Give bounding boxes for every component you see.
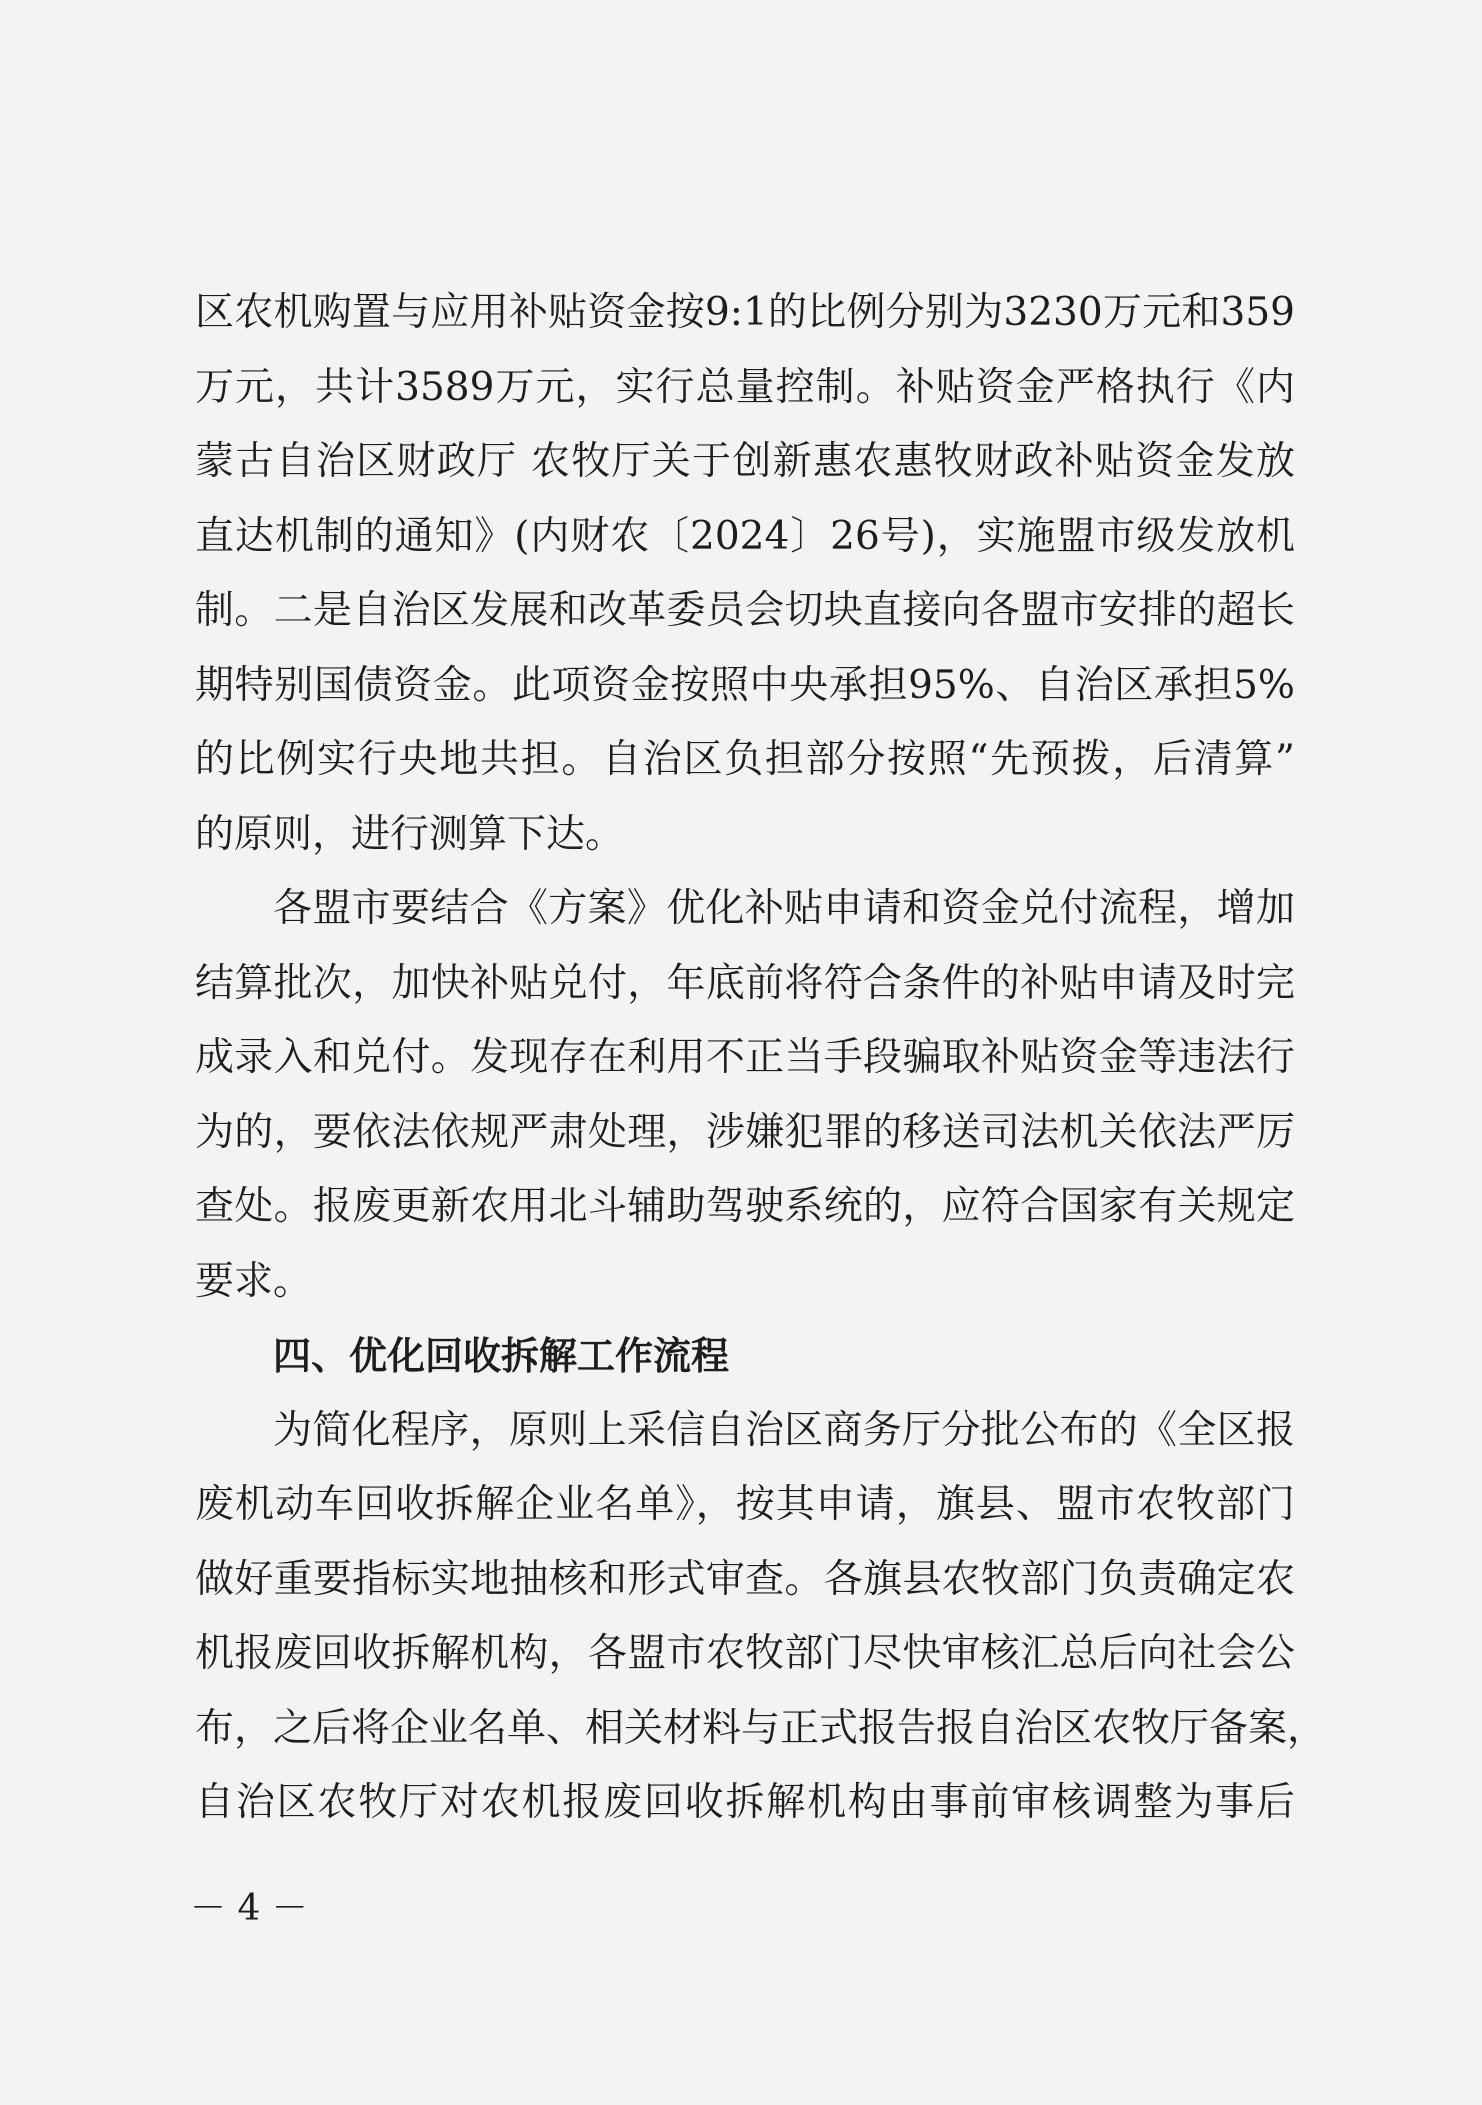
text-line: 蒙古自治区财政厅 农牧厅关于创新惠农惠牧财政补贴资金发放 bbox=[195, 439, 1295, 484]
text-line: 做好重要指标实地抽核和形式审查。各旗县农牧部门负责确定农 bbox=[195, 1556, 1295, 1602]
text-line: 制。二是自治区发展和改革委员会切块直接向各盟市安排的超长 bbox=[195, 588, 1295, 633]
paragraph-recycling bbox=[195, 1394, 1327, 1841]
text-line: 查处。报废更新农用北斗辅助驾驶系统的，应符合国家有关规定 bbox=[195, 1184, 1295, 1229]
text-line: 为的，要依法依规严肃处理，涉嫌犯罪的移送司法机关依法严厉 bbox=[195, 1109, 1295, 1155]
text-line: 机报废回收拆解机构，各盟市农牧部门尽快审核汇总后向社会公 bbox=[195, 1631, 1295, 1676]
text-line: 废机动车回收拆解企业名单》，按其申请，旗县、盟市农牧部门 bbox=[195, 1482, 1295, 1527]
text-line: 为简化程序，原则上采信自治区商务厅分批公布的《全区报 bbox=[273, 1407, 1295, 1453]
text-line: 的原则，进行测算下达。 bbox=[195, 811, 625, 857]
text-line: 要求。 bbox=[195, 1258, 313, 1304]
text-line: 布，之后将企业名单、相关材料与正式报告报自治区农牧厅备案， bbox=[195, 1705, 1327, 1751]
text-line: 各盟市要结合《方案》优化补贴申请和资金兑付流程，增加 bbox=[273, 886, 1295, 931]
text-line: 期特别国债资金。此项资金按照中央承担95%、自治区承担5% bbox=[195, 662, 1295, 708]
text-line: 万元，共计3589万元，实行总量控制。补贴资金严格执行《内 bbox=[195, 364, 1295, 410]
document-body bbox=[195, 276, 1327, 1841]
text-line: 成录入和兑付。发现存在利用不正当手段骗取补贴资金等违法行 bbox=[195, 1035, 1295, 1080]
text-line: 区农机购置与应用补贴资金按9:1的比例分别为3230万元和359 bbox=[195, 290, 1295, 335]
text-line: 的比例实行央地共担。自治区负担部分按照“先预拨，后清算” bbox=[195, 737, 1295, 782]
paragraph-league-cities bbox=[195, 872, 1295, 1319]
paragraph-funding-continuation bbox=[195, 276, 1295, 872]
page-number: － 4 － bbox=[190, 1888, 308, 1929]
text-line: 自治区农牧厅对农机报废回收拆解机构由事前审核调整为事后 bbox=[195, 1780, 1295, 1825]
section-heading: 四、优化回收拆解工作流程 bbox=[273, 1334, 730, 1378]
text-line: 结算批次，加快补贴兑付，年底前将符合条件的补贴申请及时完 bbox=[195, 960, 1295, 1006]
text-line: 直达机制的通知》(内财农〔2024〕26号)，实施盟市级发放机 bbox=[195, 513, 1295, 559]
